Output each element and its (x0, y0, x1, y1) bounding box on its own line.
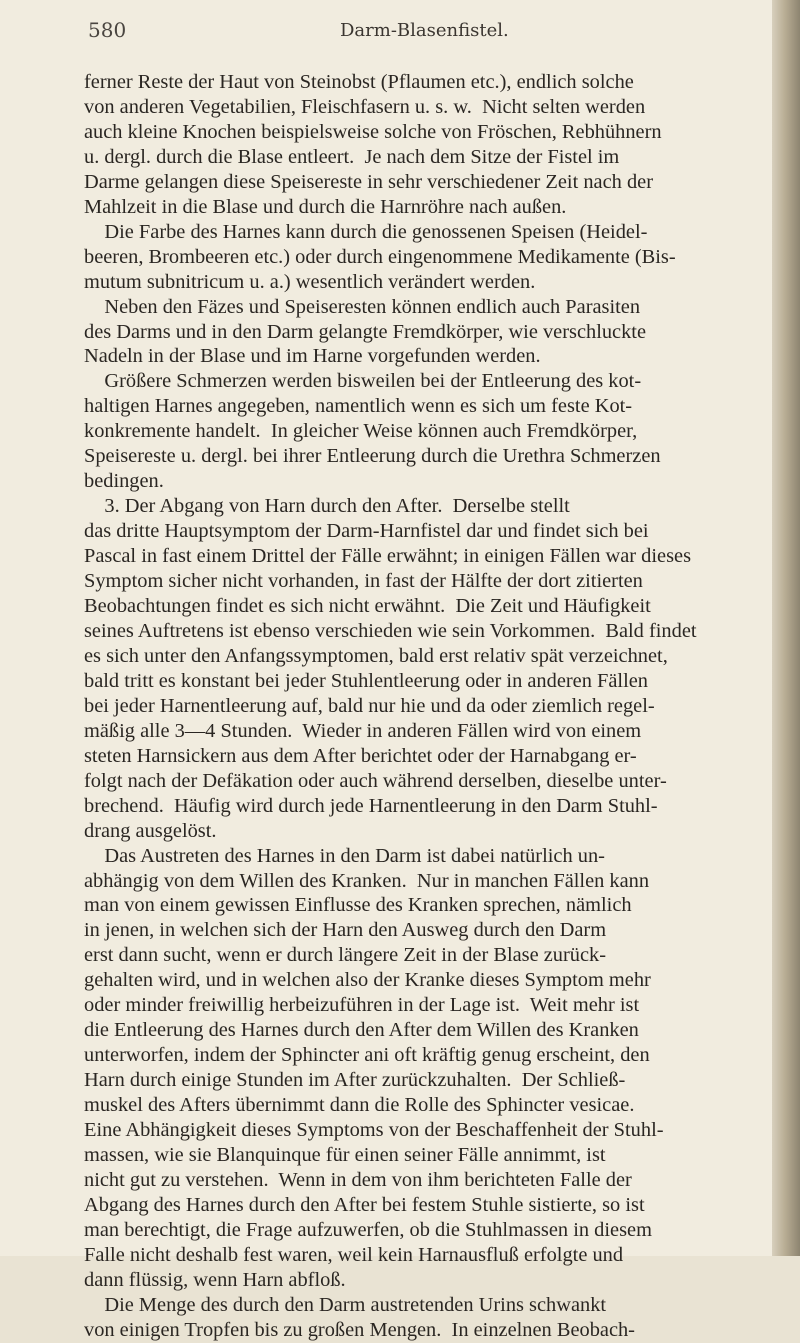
paragraph-6: Das Austreten des Harnes in den Darm ist dabei natürlich un- abhängig von dem Willen des Kranken. Nur in manchen Fällen kann man von einem gewissen Einflusse des Kranken sprechen, nämlich in jenen, in welchen sich der Harn den Ausweg durch den Darm erst dann sucht, wenn er durch längere Zeit in der Blase zurück- gehalten wird, und in welchen also der Kranke dieses Symptom mehr oder minder freiwillig herbeizuführen in der Lage ist. Weit mehr ist die Entleerung des Harnes durch den After dem Willen des Kranken unterworfen, indem der Sphincter ani oft kräftig genug erscheint, den Harn durch einige Stunden im After zurückzuhalten. Der Schließ- muskel des Afters übernimmt dann die Rolle des Sphincter vesicae. Eine Abhängigkeit dieses Symptoms von der Beschaffenheit der Stuhl- massen, wie sie Blanquinque für einen seiner Fälle annimmt, ist nicht gut zu verstehen. Wenn in dem von ihm berichteten Falle der Abgang des Harnes durch den After bei festem Stuhle sistierte, so ist man berechtigt, die Frage aufzuwerfen, ob die Stuhlmassen in diesem Falle nicht deshalb fest waren, weil kein Harnausfluß erfolgte und dann flüssig, wenn Harn abfloß. (84, 844, 664, 1291)
paragraph-7: Die Menge des durch den Darm austretenden Urins schwankt von einigen Tropfen bis zu großen Mengen. In einzelnen Beobach- (84, 1293, 635, 1341)
page-header (0, 12, 772, 42)
paragraph-2: Die Farbe des Harnes kann durch die genossenen Speisen (Heidel- beeren, Brombeeren etc.) oder durch eingenommene Medikamente (Bis- mutum subnitricum u. a.) wesentlich verändert werden. (84, 220, 676, 293)
page-number: 580 (88, 18, 127, 42)
body-text (84, 70, 772, 1343)
page-edge-shadow (772, 0, 800, 1256)
running-title: Darm-Blasenfistel. (340, 20, 509, 41)
paragraph-1: ferner Reste der Haut von Steinobst (Pflaumen etc.), endlich solche von anderen Vegetabilien, Fleischfasern u. s. w. Nicht selten werden auch kleine Knochen beispielsweise solche von Fröschen, Rebhühnern u. dergl. durch die Blase entleert. Je nach dem Sitze der Fistel im Darme gelangen diese Speisereste in sehr verschiedener Zeit nach der Mahlzeit in die Blase und durch die Harnröhre nach außen. (84, 71, 662, 218)
paragraph-5: 3. Der Abgang von Harn durch den After. Derselbe stellt das dritte Hauptsymptom der Darm-Harnfistel dar und findet sich bei Pascal in fast einem Drittel der Fälle erwähnt; in einigen Fällen war dieses Symptom sicher nicht vorhanden, in fast der Hälfte der dort zitierten Beobachtungen findet es sich nicht erwähnt. Die Zeit und Häufigkeit seines Auftretens ist ebenso verschieden wie sein Vorkommen. Bald findet es sich unter den Anfangssymptomen, bald erst relativ spät verzeichnet, bald tritt es konstant bei jeder Stuhlentleerung oder in anderen Fällen bei jeder Harnentleerung auf, bald nur hie und da oder ziemlich regel- mäßig alle 3—4 Stunden. Wieder in anderen Fällen wird von einem steten Harnsickern aus dem After berichtet oder der Harnabgang er- folgt nach der Defäkation oder auch während derselben, dieselbe unter- brechend. Häufig wird durch jede Harnentleerung in den Darm Stuhl- drang ausgelöst. (84, 495, 697, 842)
paragraph-3: Neben den Fäzes und Speiseresten können endlich auch Parasiten des Darms und in den Darm gelangte Fremdkörper, wie verschluckte Nadeln in der Blase und im Harne vorgefunden werden. (84, 295, 647, 368)
paragraph-4: Größere Schmerzen werden bisweilen bei der Entleerung des kot- haltigen Harnes angegeben, namentlich wenn es sich um feste Kot- konkremente handelt. In gleicher Weise können auch Fremdkörper, Speisereste u. dergl. bei ihrer Entleerung durch die Urethra Schmerzen bedingen. (84, 370, 661, 493)
